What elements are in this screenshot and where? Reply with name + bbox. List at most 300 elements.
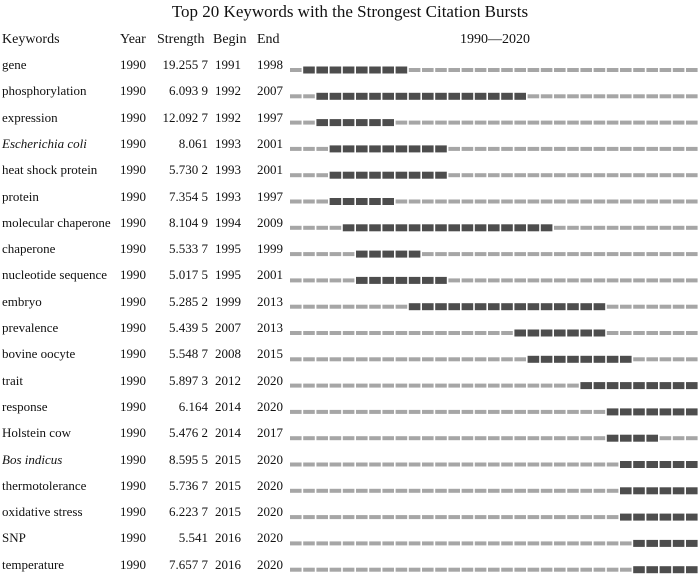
burst-segment: [501, 224, 513, 231]
year-value: 1990: [120, 504, 146, 520]
timeline-segment: [554, 410, 566, 414]
timeline-segment: [686, 173, 698, 177]
timeline-segment: [396, 463, 408, 467]
year-value: 1990: [120, 135, 146, 151]
timeline-segment: [462, 410, 474, 414]
timeline-segment: [316, 200, 328, 204]
timeline-segment: [554, 121, 566, 125]
timeline-segment: [303, 173, 315, 177]
timeline-segment: [594, 278, 606, 282]
header-strength: Strength: [157, 32, 205, 47]
timeline-segment: [580, 436, 592, 440]
year-value: 1990: [120, 556, 146, 572]
burst-segment: [541, 330, 553, 337]
timeline-segment: [580, 173, 592, 177]
timeline-segment: [422, 436, 434, 440]
timeline-segment: [528, 541, 540, 545]
timeline-segment: [409, 489, 421, 493]
timeline-segment: [594, 541, 606, 545]
timeline-segment: [475, 463, 487, 467]
timeline-segment: [488, 489, 500, 493]
strength-value: 12.092 7: [162, 109, 208, 125]
strength-value: 5.439 5: [169, 320, 208, 335]
timeline-segment: [514, 541, 526, 545]
begin-year: 1995: [215, 241, 241, 257]
burst-segment: [673, 540, 685, 547]
timeline-segment: [409, 568, 421, 572]
timeline-segment: [567, 515, 579, 519]
timeline-segment: [514, 568, 526, 572]
burst-segment: [369, 198, 381, 205]
timeline-segment: [303, 305, 315, 309]
timeline-segment: [541, 200, 553, 204]
timeline-segment: [567, 94, 579, 98]
timeline-segment: [501, 200, 513, 204]
timeline-segment: [686, 436, 698, 440]
year-value: 1990: [120, 267, 146, 283]
keyword-label: prevalence: [2, 320, 59, 335]
burst-segment: [620, 408, 632, 415]
begin-year: 1992: [215, 109, 241, 125]
timeline-segment: [686, 252, 698, 256]
timeline-segment: [330, 357, 342, 361]
timeline-segment: [343, 515, 355, 519]
timeline-segment: [396, 305, 408, 309]
burst-segment: [501, 303, 513, 310]
keyword-label: chaperone: [2, 241, 56, 257]
timeline-segment: [594, 200, 606, 204]
burst-segment: [673, 566, 685, 573]
timeline-segment: [528, 94, 540, 98]
timeline-segment: [594, 410, 606, 414]
timeline-segment: [646, 147, 658, 151]
timeline-segment: [554, 278, 566, 282]
burst-segment: [633, 408, 645, 415]
timeline-segment: [580, 94, 592, 98]
keyword-label: thermotolerance: [2, 477, 87, 493]
burst-segment: [475, 93, 487, 100]
timeline-segment: [290, 489, 302, 493]
burst-segment: [396, 145, 408, 152]
timeline-segment: [594, 68, 606, 72]
header-range: 1990—2020: [460, 32, 530, 47]
timeline-segment: [462, 515, 474, 519]
timeline-segment: [462, 436, 474, 440]
burst-segment: [541, 303, 553, 310]
timeline-segment: [580, 121, 592, 125]
timeline-segment: [660, 200, 672, 204]
timeline-segment: [567, 147, 579, 151]
burst-segment: [435, 277, 447, 284]
timeline-segment: [633, 305, 645, 309]
timeline-segment: [594, 94, 606, 98]
end-year: 2020: [257, 372, 283, 388]
timeline-segment: [409, 463, 421, 467]
timeline-segment: [580, 226, 592, 230]
timeline-segment: [475, 173, 487, 177]
burst-segment: [673, 514, 685, 521]
burst-segment: [422, 277, 434, 284]
timeline-segment: [369, 410, 381, 414]
timeline-segment: [422, 121, 434, 125]
timeline-segment: [448, 357, 460, 361]
timeline-segment: [462, 147, 474, 151]
timeline-segment: [396, 384, 408, 388]
burst-segment: [435, 303, 447, 310]
timeline-segment: [303, 94, 315, 98]
timeline-segment: [541, 252, 553, 256]
burst-segment: [646, 382, 658, 389]
timeline-segment: [435, 200, 447, 204]
timeline-segment: [580, 515, 592, 519]
timeline-segment: [528, 463, 540, 467]
burst-segment: [409, 145, 421, 152]
timeline-segment: [343, 489, 355, 493]
timeline-segment: [607, 121, 619, 125]
timeline-segment: [448, 121, 460, 125]
timeline-segment: [528, 436, 540, 440]
burst-segment: [620, 382, 632, 389]
burst-segment: [620, 514, 632, 521]
timeline-segment: [475, 252, 487, 256]
keyword-label: bovine oocyte: [2, 346, 76, 362]
keyword-label: response: [2, 398, 48, 414]
timeline-segment: [673, 331, 685, 335]
burst-segment: [554, 330, 566, 337]
timeline-segment: [501, 68, 513, 72]
timeline-segment: [580, 463, 592, 467]
timeline-segment: [528, 173, 540, 177]
end-year: 2001: [257, 267, 283, 283]
timeline-segment: [382, 331, 394, 335]
burst-segment: [620, 461, 632, 468]
timeline-segment: [475, 147, 487, 151]
timeline-segment: [567, 121, 579, 125]
burst-segment: [646, 408, 658, 415]
timeline-segment: [435, 121, 447, 125]
burst-segment: [580, 356, 592, 363]
timeline-segment: [343, 252, 355, 256]
burst-segment: [488, 303, 500, 310]
timeline-segment: [435, 410, 447, 414]
timeline-segment: [356, 410, 368, 414]
strength-value: 19.255 7: [162, 57, 208, 72]
timeline-segment: [541, 463, 553, 467]
timeline-segment: [462, 489, 474, 493]
timeline-segment: [290, 200, 302, 204]
end-year: 2020: [257, 530, 283, 546]
timeline-segment: [488, 384, 500, 388]
timeline-segment: [660, 121, 672, 125]
end-year: 2001: [257, 162, 283, 178]
burst-segment: [673, 382, 685, 389]
timeline-segment: [633, 121, 645, 125]
timeline-segment: [607, 68, 619, 72]
timeline-segment: [396, 515, 408, 519]
burst-segment: [660, 408, 672, 415]
end-year: 2013: [257, 293, 283, 309]
burst-segment: [396, 93, 408, 100]
begin-year: 1995: [215, 267, 241, 283]
timeline-segment: [620, 94, 632, 98]
timeline-segment: [448, 331, 460, 335]
year-value: 1990: [120, 241, 146, 257]
timeline-segment: [646, 305, 658, 309]
burst-segment: [633, 540, 645, 547]
timeline-segment: [382, 568, 394, 572]
burst-segment: [330, 93, 342, 100]
year-value: 1990: [120, 372, 146, 388]
timeline-segment: [501, 515, 513, 519]
keyword-label: nucleotide sequence: [2, 267, 108, 283]
timeline-segment: [594, 226, 606, 230]
burst-segment: [422, 224, 434, 231]
timeline-segment: [554, 200, 566, 204]
burst-segment: [686, 487, 698, 494]
timeline-segment: [620, 173, 632, 177]
timeline-segment: [528, 568, 540, 572]
timeline-segment: [580, 410, 592, 414]
timeline-segment: [646, 200, 658, 204]
timeline-segment: [316, 226, 328, 230]
timeline-segment: [422, 252, 434, 256]
timeline-segment: [290, 278, 302, 282]
timeline-segment: [448, 147, 460, 151]
timeline-segment: [435, 515, 447, 519]
timeline-segment: [633, 331, 645, 335]
burst-segment: [620, 356, 632, 363]
timeline-segment: [488, 68, 500, 72]
burst-segment: [448, 93, 460, 100]
timeline-segment: [303, 278, 315, 282]
strength-value: 5.533 7: [169, 241, 208, 257]
burst-segment: [396, 172, 408, 179]
timeline-segment: [422, 541, 434, 545]
timeline-segment: [541, 147, 553, 151]
keyword-label: heat shock protein: [2, 162, 98, 178]
keyword-label: Bos indicus: [2, 451, 63, 467]
timeline-segment: [448, 252, 460, 256]
timeline-segment: [396, 568, 408, 572]
timeline-segment: [290, 568, 302, 572]
burst-segment: [646, 461, 658, 468]
burst-segment: [607, 408, 619, 415]
timeline-segment: [580, 252, 592, 256]
timeline-segment: [607, 568, 619, 572]
timeline-segment: [462, 331, 474, 335]
header-keywords: Keywords: [2, 32, 60, 47]
strength-value: 5.017 5: [169, 267, 208, 283]
timeline-segment: [382, 384, 394, 388]
timeline-segment: [290, 68, 302, 72]
timeline-segment: [303, 515, 315, 519]
timeline-segment: [514, 121, 526, 125]
burst-segment: [541, 356, 553, 363]
burst-segment: [620, 487, 632, 494]
burst-segment: [369, 119, 381, 126]
burst-segment: [475, 224, 487, 231]
timeline-segment: [594, 147, 606, 151]
burst-segment: [409, 172, 421, 179]
timeline-segment: [382, 410, 394, 414]
timeline-segment: [633, 147, 645, 151]
timeline-segment: [673, 305, 685, 309]
end-year: 2020: [257, 556, 283, 572]
timeline-segment: [554, 515, 566, 519]
timeline-segment: [660, 305, 672, 309]
timeline-segment: [303, 331, 315, 335]
begin-year: 2016: [215, 556, 241, 572]
timeline-segment: [382, 305, 394, 309]
year-value: 1990: [120, 451, 146, 467]
header-begin: Begin: [213, 32, 247, 47]
timeline-segment: [488, 252, 500, 256]
timeline-segment: [541, 121, 553, 125]
timeline-segment: [303, 200, 315, 204]
burst-segment: [356, 251, 368, 258]
timeline-segment: [488, 568, 500, 572]
year-value: 1990: [120, 530, 146, 546]
timeline-segment: [356, 384, 368, 388]
timeline-segment: [686, 331, 698, 335]
timeline-segment: [369, 541, 381, 545]
timeline-segment: [343, 305, 355, 309]
year-value: 1990: [120, 57, 146, 72]
burst-segment: [409, 277, 421, 284]
burst-segment: [501, 93, 513, 100]
burst-segment: [409, 303, 421, 310]
timeline-segment: [462, 384, 474, 388]
timeline-segment: [330, 463, 342, 467]
keyword-label: embryo: [2, 293, 42, 309]
strength-value: 5.541: [178, 530, 208, 546]
timeline-segment: [673, 226, 685, 230]
burst-segment: [528, 330, 540, 337]
end-year: 2007: [257, 83, 283, 99]
timeline-segment: [660, 68, 672, 72]
timeline-segment: [290, 541, 302, 545]
burst-segment: [356, 224, 368, 231]
burst-segment: [686, 540, 698, 547]
timeline-segment: [501, 463, 513, 467]
timeline-segment: [514, 357, 526, 361]
timeline-segment: [475, 278, 487, 282]
timeline-segment: [462, 173, 474, 177]
begin-year: 1993: [215, 188, 241, 204]
timeline-segment: [290, 436, 302, 440]
burst-segment: [488, 93, 500, 100]
timeline-segment: [448, 436, 460, 440]
burst-segment: [541, 224, 553, 231]
burst-segment: [594, 382, 606, 389]
timeline-segment: [303, 226, 315, 230]
burst-segment: [646, 566, 658, 573]
timeline-segment: [488, 200, 500, 204]
burst-segment: [567, 356, 579, 363]
timeline-segment: [554, 436, 566, 440]
timeline-segment: [514, 278, 526, 282]
burst-segment: [528, 303, 540, 310]
timeline-segment: [356, 463, 368, 467]
timeline-segment: [620, 278, 632, 282]
burst-segment: [514, 93, 526, 100]
burst-segment: [316, 67, 328, 74]
timeline-segment: [620, 252, 632, 256]
burst-segment: [369, 277, 381, 284]
timeline-segment: [290, 252, 302, 256]
timeline-segment: [514, 252, 526, 256]
timeline-segment: [686, 226, 698, 230]
end-year: 2009: [257, 214, 283, 230]
begin-year: 1994: [215, 214, 241, 230]
timeline-segment: [435, 252, 447, 256]
timeline-segment: [501, 489, 513, 493]
timeline-segment: [541, 436, 553, 440]
burst-segment: [580, 330, 592, 337]
timeline-segment: [343, 463, 355, 467]
timeline-segment: [620, 568, 632, 572]
burst-segment: [422, 93, 434, 100]
timeline-segment: [316, 252, 328, 256]
timeline-segment: [290, 147, 302, 151]
burst-segment: [633, 461, 645, 468]
timeline-segment: [673, 173, 685, 177]
burst-segment: [422, 303, 434, 310]
burst-segment: [435, 172, 447, 179]
burst-segment: [528, 224, 540, 231]
timeline-segment: [290, 463, 302, 467]
timeline-segment: [343, 357, 355, 361]
timeline-segment: [475, 436, 487, 440]
timeline-segment: [316, 463, 328, 467]
timeline-segment: [660, 331, 672, 335]
timeline-segment: [316, 331, 328, 335]
timeline-segment: [567, 68, 579, 72]
timeline-segment: [435, 384, 447, 388]
year-value: 1990: [120, 83, 146, 99]
timeline-segment: [462, 357, 474, 361]
strength-value: 7.657 7: [169, 556, 208, 572]
timeline-segment: [567, 463, 579, 467]
burst-segment: [409, 93, 421, 100]
timeline-segment: [488, 278, 500, 282]
timeline-segment: [633, 173, 645, 177]
burst-segment: [330, 172, 342, 179]
end-year: 1999: [257, 241, 283, 257]
burst-segment: [343, 93, 355, 100]
begin-year: 2007: [215, 320, 241, 335]
timeline-segment: [409, 384, 421, 388]
timeline-segment: [316, 515, 328, 519]
timeline-segment: [580, 278, 592, 282]
burst-segment: [356, 172, 368, 179]
burst-segment: [580, 382, 592, 389]
timeline-segment: [646, 331, 658, 335]
timeline-segment: [501, 357, 513, 361]
timeline-segment: [514, 147, 526, 151]
timeline-segment: [594, 252, 606, 256]
timeline-segment: [554, 94, 566, 98]
burst-segment: [633, 514, 645, 521]
burst-segment: [673, 487, 685, 494]
timeline-segment: [462, 121, 474, 125]
burst-segment: [660, 487, 672, 494]
burst-segment: [396, 277, 408, 284]
timeline-segment: [475, 410, 487, 414]
timeline-segment: [369, 515, 381, 519]
burst-segment: [356, 277, 368, 284]
burst-segment: [303, 67, 315, 74]
